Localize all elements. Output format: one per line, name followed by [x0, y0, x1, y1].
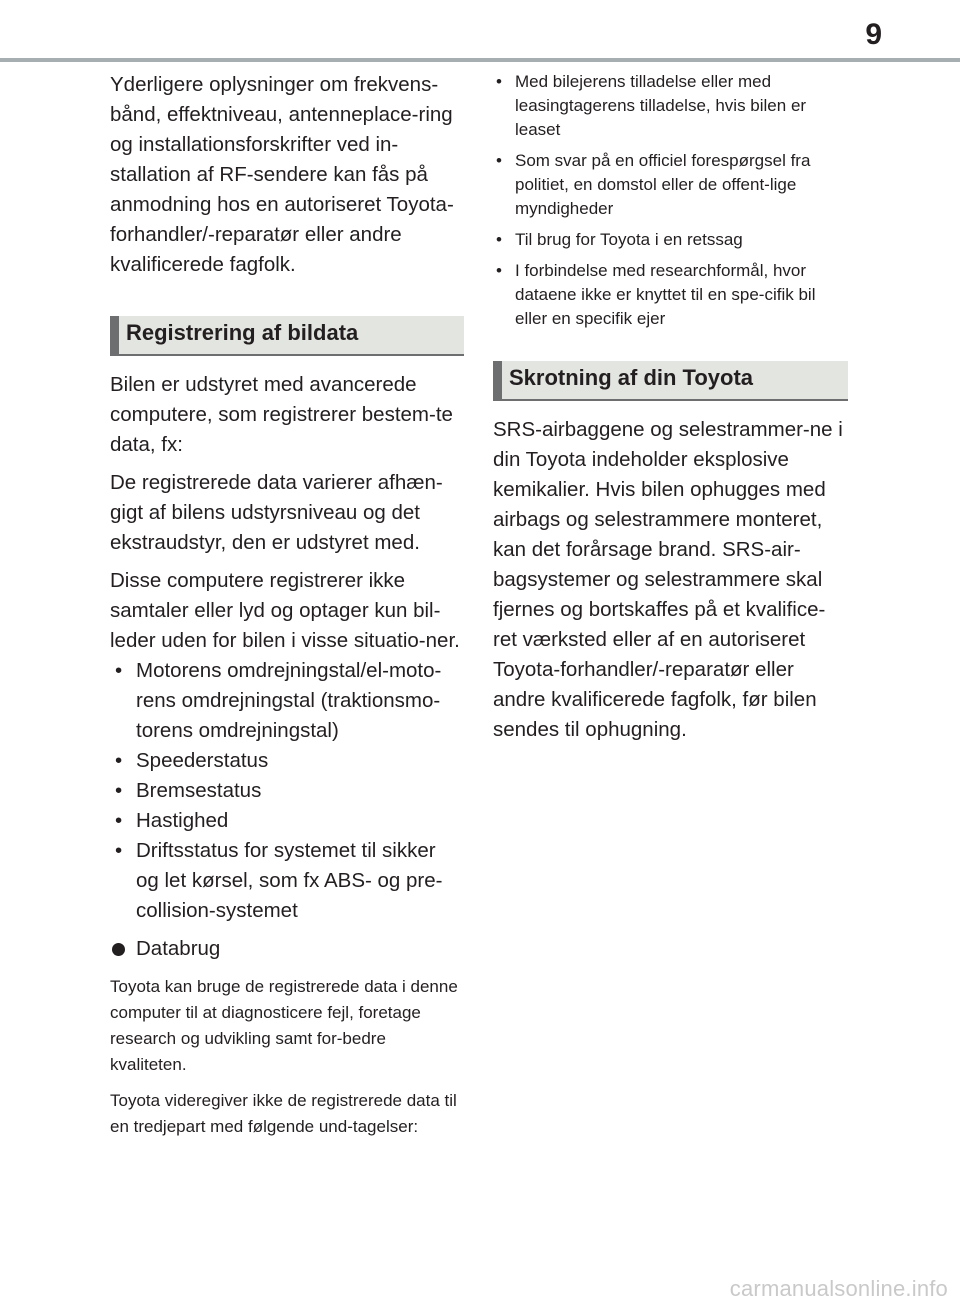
- body-paragraph: Bilen er udstyret med avancerede computere, som registrerer bestem-te data, fx:: [110, 373, 453, 456]
- bullet-icon: •: [115, 749, 123, 772]
- data-bullet-list: [110, 656, 464, 926]
- left-column: [110, 70, 464, 1140]
- small-paragraph: Toyota videregiver ikke de registrerede data til en tredjepart med følgende und-tagelser:: [110, 1091, 457, 1136]
- body-paragraph: Disse computere registrerer ikke samtaler eller lyd og optager kun bil-leder uden for bilen i visse situatio-ner.: [110, 569, 460, 652]
- bullet-icon: •: [115, 809, 123, 832]
- list-item: • I forbindelse med researchformål, hvor dataene ikke er knyttet til en spe-cifik bil eller en specifik ejer: [496, 261, 816, 328]
- section-heading-label: Registrering af bildata: [126, 320, 359, 345]
- exceptions-bullet-list: [493, 70, 848, 331]
- list-item: • Driftsstatus for systemet til sikker og let kørsel, som fx ABS- og pre-collision-systemet: [110, 836, 464, 926]
- list-item: • Som svar på en officiel forespørgsel fra politiet, en domstol eller de offent-lige myndigheder: [496, 151, 811, 218]
- top-rule: [0, 58, 960, 62]
- bullet-icon: •: [115, 779, 123, 802]
- bullet-icon: •: [496, 151, 502, 170]
- bullet-icon: •: [115, 659, 123, 682]
- list-item: • Hastighed: [110, 806, 464, 836]
- list-item: • Speederstatus: [110, 746, 464, 776]
- list-item: • Til brug for Toyota i en retssag: [493, 228, 848, 252]
- list-item: • Med bilejerens tilladelse eller med leasingtagerens tilladelse, hvis bilen er leaset: [496, 72, 807, 139]
- subheading-data-usage: Databrug: [110, 934, 464, 964]
- list-item: • Bremsestatus: [110, 776, 464, 806]
- intro-paragraph: Yderligere oplysninger om frekvens-bånd, effektniveau, antenneplace-ring og installationsforskrifter ved in-stallation af RF-sendere kan fås på anmodning hos en autoriseret Toyota-forhandler/-reparatør eller andre kvalificerede fagfolk.: [110, 73, 454, 276]
- small-paragraph: Toyota kan bruge de registrerede data i denne computer til at diagnosticere fejl, foretage research og udvikling samt for-bedre kvaliteten.: [110, 977, 458, 1074]
- section-heading-label: Skrotning af din Toyota: [509, 365, 754, 390]
- bullet-icon: •: [496, 72, 502, 91]
- watermark: carmanualsonline.info: [729, 1276, 948, 1301]
- right-column: [493, 70, 848, 745]
- page-number: 9: [865, 18, 882, 51]
- list-item: • Motorens omdrejningstal/el-moto-rens omdrejningstal (traktionsmo-torens omdrejningstal): [110, 656, 464, 746]
- body-paragraph: SRS-airbaggene og selestrammer-ne i din Toyota indeholder eksplosive kemikalier. Hvis bilen ophugges med airbags og selestrammere monteret, kan det forårsage brand. SRS-air-bagsystemer og selestrammere skal fjernes og bortskaffes på et kvalifice-ret værksted eller af en autoriseret Toyota-forhandler/-reparatør eller andre kvalificerede fagfolk, før bilen sendes til ophugning.: [493, 418, 843, 741]
- section-heading-data-recording: [110, 316, 464, 356]
- bullet-icon: •: [496, 261, 502, 280]
- body-paragraph: De registrerede data varierer afhæn-gigt af bilens udstyrsniveau og det ekstraudstyr, den er udstyret med.: [110, 471, 443, 554]
- bullet-icon: •: [115, 839, 123, 862]
- section-heading-scrapping: [493, 361, 848, 401]
- bullet-icon: •: [496, 230, 502, 249]
- filled-circle-icon: [112, 943, 125, 956]
